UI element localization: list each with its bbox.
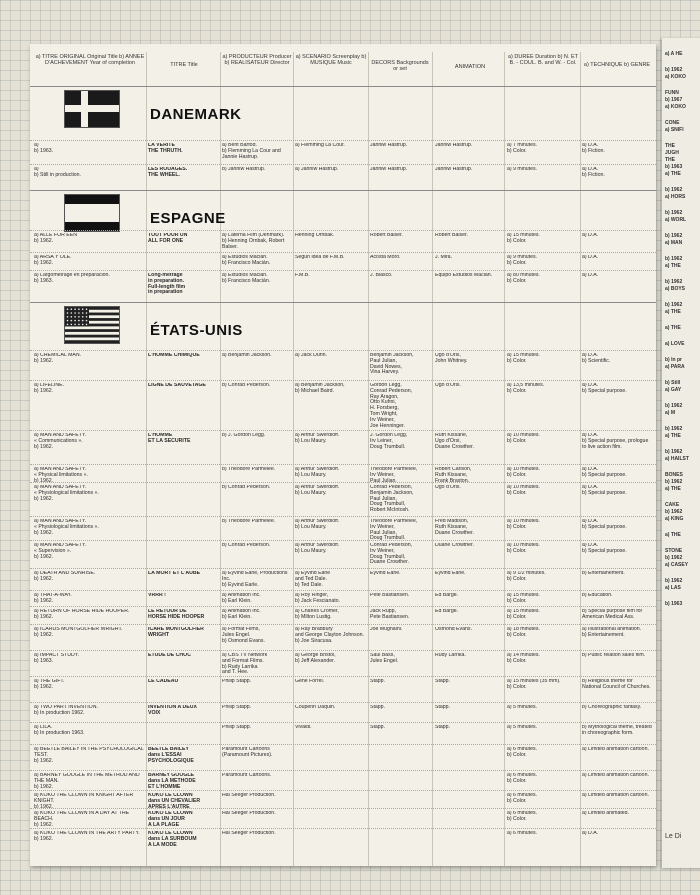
cell-c6: a) 18 minutes. b) Color. bbox=[507, 627, 540, 638]
cell-c6: a) 6 minutes. bbox=[507, 831, 537, 836]
cell-c3: a) Charles Cromer, b) Milton Lustig. bbox=[295, 609, 339, 620]
country-flag bbox=[64, 90, 120, 128]
cell-c3: a) Arthur Swerdloff. b) Lou Maury. bbox=[295, 467, 340, 478]
facing-page-text: b) 1962 bbox=[665, 302, 683, 308]
film-row bbox=[30, 270, 656, 297]
cell-c4: Stapp. bbox=[370, 679, 385, 684]
cell-c3: Gene Forrel. bbox=[295, 679, 325, 684]
cell-c7: a) D.A. bbox=[582, 273, 599, 278]
facing-page-text: a) HAILST bbox=[665, 456, 689, 462]
facing-page-text: b) 1962 bbox=[665, 210, 683, 216]
facing-page-text: a) LOVE bbox=[665, 341, 685, 347]
cell-c0: a) DEATH AND SUNRISE. b) 1962. bbox=[34, 571, 96, 582]
cell-c6: a) 6 minutes. b) Color. bbox=[507, 811, 537, 822]
facing-page-text: a) KING bbox=[665, 516, 684, 522]
cell-c5: Stapp. bbox=[435, 725, 450, 730]
cell-c3: a) Arthur Swerdloff. b) Lou Maury. bbox=[295, 543, 340, 554]
cell-c7: a) D.A. bbox=[582, 831, 599, 836]
cell-c3 bbox=[295, 773, 367, 791]
cell-c1: LA MORT ET L'AUBE bbox=[148, 571, 201, 576]
facing-page-edge bbox=[662, 38, 700, 868]
cell-c2: a) Laterna Film (Denmark). b) Henning Ornbak, Robert Balser. bbox=[222, 233, 285, 250]
cell-c2: Hal Seeger Production. bbox=[222, 811, 276, 816]
cell-c3 bbox=[295, 831, 367, 847]
cell-c0: a) MAN AND SAFETY. « Physical limitations ». b) 1962. bbox=[34, 467, 88, 483]
header-title: TITRE Title bbox=[170, 62, 198, 68]
film-row bbox=[30, 808, 656, 829]
facing-page-text: b) 1962 bbox=[665, 509, 683, 515]
cell-c7: b) Public relation sales film. bbox=[582, 653, 646, 658]
cell-c6: a) 10 minutes. b) Color. bbox=[507, 433, 540, 444]
film-row bbox=[30, 650, 656, 677]
cell-c6: a) 15 minutes (35 mm). b) Color. bbox=[507, 679, 561, 690]
cell-c4: Joe Mugnaini. bbox=[370, 627, 403, 632]
cell-c1: KOKO LE CLOWN dans UN JOUR A LA PLAGE bbox=[148, 811, 193, 828]
cell-c5: Ugo d'Orsi. bbox=[435, 383, 461, 388]
country-name: DANEMARK bbox=[150, 106, 242, 123]
cell-c0: a) KOKO THE CLOWN IN A DAY AT THE BEACH. b) 1962. bbox=[34, 811, 130, 828]
cell-c6: a) 15 minutes. b) Color. bbox=[507, 353, 540, 364]
film-row bbox=[30, 350, 656, 381]
cell-c6: a) 10 minutes. b) Color. bbox=[507, 485, 540, 496]
facing-page-text: b) 1967 bbox=[665, 97, 683, 103]
cell-c0: a) BEETLE BAILEY IN THE PSYCHOLOGICAL TEST. b) 1962. bbox=[34, 747, 144, 764]
header-screenplay: a) SCENARIO Screenplay b) MUSIQUE Music bbox=[295, 54, 367, 66]
cell-c4: Gordon Legg, Conrad Pederson, Ray Aragon, Otto Kuhni, H. Forsberg, Tom Wright, Irv Weiner, Joe Henninger. bbox=[370, 383, 413, 429]
cell-c7: a) Limited animation cartoon. bbox=[582, 747, 649, 752]
cell-c4 bbox=[370, 747, 430, 771]
cell-c7: b) Education. bbox=[582, 593, 613, 598]
cell-c5: Ugo d'Orsi. bbox=[435, 485, 461, 490]
header-animation: ANIMATION bbox=[454, 64, 486, 70]
header-backgrounds: DECORS Backgrounds or set bbox=[371, 60, 429, 72]
cell-c6: a) 5 minutes. bbox=[507, 725, 537, 730]
cell-c0: a) ICARUS MONTGOLFIER WRIGHT. b) 1962. bbox=[34, 627, 123, 638]
film-row bbox=[30, 790, 656, 809]
country-flag bbox=[64, 194, 120, 232]
cell-c7: a) D.A. b) Fiction. bbox=[582, 143, 605, 154]
cell-c2: a) Animation Inc. b) Earl Klein. bbox=[222, 609, 261, 620]
cell-c6: a) 10 minutes. b) Color. bbox=[507, 467, 540, 478]
film-row bbox=[30, 464, 656, 483]
film-row bbox=[30, 430, 656, 465]
cell-c6: a) 6 minutes. b) Color. bbox=[507, 793, 537, 804]
cell-c2: b) Conrad Pederson. bbox=[222, 543, 271, 548]
cell-c5: Ugo d'Orsi, John Whitney. bbox=[435, 353, 468, 364]
facing-page-text: b) 1962 bbox=[665, 403, 683, 409]
cell-c0: a) b) Still in production. bbox=[34, 167, 81, 178]
cell-c1: L'HOMME ET LA SECURITE bbox=[148, 433, 191, 444]
cell-c3: a) Eyvind Earle and Ted Dale. b) Ted Dale. bbox=[295, 571, 331, 588]
cell-c5 bbox=[435, 773, 505, 791]
cell-c4 bbox=[370, 811, 430, 829]
facing-page-text: a) GAY bbox=[665, 387, 682, 393]
cell-c3: a) Arthur Swerdloff. b) Lou Maury. bbox=[295, 433, 340, 444]
facing-page-text: a) M bbox=[665, 410, 675, 416]
cell-c5: Robert Balser. bbox=[435, 233, 468, 238]
cell-c4: Theodore Parmelee, Irv Weiner, Paul Julian. bbox=[370, 467, 418, 483]
cell-c2: b) Conrad Pederson. bbox=[222, 485, 271, 490]
cell-c4: Pete Bastiansen. bbox=[370, 593, 410, 598]
cell-c2: a) Estudios Macián. b) Francisco Macián. bbox=[222, 273, 271, 284]
facing-page-text: a) MAN bbox=[665, 240, 683, 246]
facing-page-text: a) A HE bbox=[665, 51, 683, 57]
cell-c0: a) IMPACT STUDY. b) 1963. bbox=[34, 653, 79, 664]
facing-page-text: b) 1962 bbox=[665, 555, 683, 561]
cell-c1: KOKO LE CLOWN dans UN CHEVALIER APRES L'AUTRE bbox=[148, 793, 201, 809]
cell-c7: b) Choreographic fantasy. bbox=[582, 705, 642, 710]
cell-c5: Janniw Hastrup. bbox=[435, 143, 473, 148]
cell-c4: Acosta Moro. bbox=[370, 255, 401, 260]
film-row bbox=[30, 380, 656, 431]
cell-c0: a) b) 1963. bbox=[34, 143, 54, 154]
film-row bbox=[30, 482, 656, 517]
cell-c6: a) 80 minutes. b) Color. bbox=[507, 273, 540, 284]
cell-c0: a) ALLE FOR EEN b) 1962. bbox=[34, 233, 77, 244]
cell-c1: ETUDE DE CHOC bbox=[148, 653, 191, 658]
facing-page-text: b) 1962 bbox=[665, 578, 683, 584]
cell-c4: Eyvind Earle. bbox=[370, 571, 401, 576]
film-row bbox=[30, 606, 656, 625]
section-rule bbox=[30, 86, 656, 87]
header-original-title: a) TITRE ORIGINAL Original Title b) ANNEE D'ACHEVEMENT Year of completion bbox=[35, 54, 145, 66]
cell-c7: a) D.A. b) Fiction. bbox=[582, 167, 605, 178]
country-name: ESPAGNE bbox=[150, 210, 226, 227]
facing-page-text: THE bbox=[665, 143, 675, 149]
cell-c3: F.M.B. bbox=[295, 273, 310, 278]
cell-c4: Saul Bass, Jules Engel. bbox=[370, 653, 399, 664]
cell-c7: a) Limited animation cartoon. bbox=[582, 793, 649, 798]
cell-c0: a) MAN AND SAFETY. « Communications ». b) 1962. bbox=[34, 433, 87, 450]
cell-c2: Hal Seeger Production. bbox=[222, 793, 276, 798]
cell-c5 bbox=[435, 747, 505, 771]
cell-c5: J. Mira. bbox=[435, 255, 453, 260]
cell-c2: Paramount Cartoons (Paramount Pictures). bbox=[222, 747, 273, 758]
facing-page-text: a) BOYS bbox=[665, 286, 686, 292]
cell-c7: a) Illustrational animation. b) Entertainement. bbox=[582, 627, 642, 638]
cell-c1: Long-métrage in preparation. Full-length film in preparation bbox=[148, 273, 186, 296]
section-rule bbox=[30, 302, 656, 303]
facing-page-text: CAKE bbox=[665, 502, 680, 508]
cell-c0: a) Largometrage en preparacion. b) 1963. bbox=[34, 273, 110, 284]
film-row bbox=[30, 590, 656, 607]
cell-c5: Osmond Evans. bbox=[435, 627, 472, 632]
section-rule bbox=[30, 190, 656, 191]
cell-c0: a) RETURN OF HORSE HIDE HOOPER. b) 1962. bbox=[34, 609, 130, 620]
cell-c2: a) CBS TV Network and Format Films. b) Rudy Larrika and T. Hee. bbox=[222, 653, 268, 676]
cell-c6: a) 13,5 minutes. b) Color. bbox=[507, 383, 545, 394]
cell-c4: Conrad Pederson, Irv Weiner, Doug Trumbull, Duane Crowther. bbox=[370, 543, 413, 566]
cell-c2: a) Estudios Macián. b) Francisco Macián. bbox=[222, 255, 271, 266]
cell-c2: Philip Stapp. bbox=[222, 725, 252, 730]
cell-c3 bbox=[295, 793, 367, 809]
cell-c3: a) Janniw Hastrup. bbox=[295, 167, 339, 172]
cell-c2: a) Bent Barfod. b) Flemming La Cour and Jannie Hastrup. bbox=[222, 143, 281, 160]
cell-c6: a) 5 minutes. bbox=[507, 705, 537, 710]
cell-c3: Couperin Daquin. bbox=[295, 705, 336, 710]
cell-c5: Ed Barge. bbox=[435, 609, 459, 614]
facing-page-text: b) 1962 bbox=[665, 426, 683, 432]
cell-c7: a) Limited animated. bbox=[582, 811, 629, 816]
cell-c3 bbox=[295, 811, 367, 829]
cell-c7: a) D.A. b) Special purpose. bbox=[582, 485, 627, 496]
cell-c1 bbox=[148, 725, 220, 745]
film-row bbox=[30, 516, 656, 541]
header-technique: a) TECHNIQUE b) GENRE bbox=[583, 62, 651, 68]
facing-page-text: a) PARA bbox=[665, 364, 685, 370]
cell-c5: Fred Madison, Ruth Kissane, Duane Crowther. bbox=[435, 519, 474, 536]
cell-c6: a) 14 minutes. b) Color. bbox=[507, 653, 540, 664]
cell-c2: b) Conrad Pederson. bbox=[222, 383, 271, 388]
cell-c4: Jack Rupp, Pete Bastiansen. bbox=[370, 609, 410, 620]
cell-c6: a) 9 minutes. bbox=[507, 167, 537, 172]
cell-c7: b) Entertainement. bbox=[582, 571, 625, 576]
cell-c6: a) 10 minutes. b) Color. bbox=[507, 519, 540, 530]
cell-c1: TOUT POUR UN ALL FOR ONE bbox=[148, 233, 188, 244]
country-flag bbox=[64, 306, 120, 344]
facing-page-text: b) In pr bbox=[665, 357, 682, 363]
cell-c5: Eyvind Earle. bbox=[435, 571, 466, 576]
cell-c6: a) 15 minutes. b) Color. bbox=[507, 233, 540, 244]
facing-page-text: b) 1962 bbox=[665, 449, 683, 455]
catalog-page bbox=[30, 44, 656, 866]
cell-c2: Philip Stapp. bbox=[222, 705, 252, 710]
cell-c2: a) Eyvind Earle, Productions Inc. b) Eyvind Earle. bbox=[222, 571, 288, 588]
film-row bbox=[30, 252, 656, 271]
cell-c0: a) CHEMICAL MAN. b) 1962. bbox=[34, 353, 82, 364]
cell-c7: a) D.A. b) Special purpose, prologue to live action film. bbox=[582, 433, 649, 450]
cell-c5 bbox=[435, 831, 505, 847]
film-row bbox=[30, 624, 656, 651]
cell-c2: b) Theodore Parmelee. bbox=[222, 467, 276, 472]
cell-c6: a) 15 minutes. b) Color. bbox=[507, 593, 540, 604]
cell-c2: b) J. Gordon Legg. bbox=[222, 433, 266, 438]
cell-c1: LIGNE DE SAUVETAGE bbox=[148, 383, 206, 388]
cell-c1: VRRR ! bbox=[148, 593, 166, 598]
facing-page-text: a) THE bbox=[665, 263, 681, 269]
cell-c6: a) 10 minutes. b) Color. bbox=[507, 543, 540, 554]
facing-page-text: b) 1963 bbox=[665, 601, 683, 607]
film-row bbox=[30, 770, 656, 791]
cell-c4: Janniw Hastrup. bbox=[370, 167, 408, 172]
cell-c6: a) 6 minutes. b) Color. bbox=[507, 773, 537, 784]
cell-c6: a) 7 minutes. b) Color. bbox=[507, 143, 537, 154]
cell-c3: a) Flemming La Cour. bbox=[295, 143, 345, 148]
cell-c3: a) Benjamin Jackson, b) Michael Baird. bbox=[295, 383, 345, 394]
facing-page-text: CONE bbox=[665, 120, 680, 126]
facing-page-text: b) 1963 bbox=[665, 164, 683, 170]
cell-c3: Henning Ornbak. bbox=[295, 233, 335, 238]
cell-c1: INVENTION A DEUX VOIX bbox=[148, 705, 197, 716]
film-row bbox=[30, 744, 656, 771]
facing-page-text: BONES bbox=[665, 472, 683, 478]
cell-c4 bbox=[370, 793, 430, 809]
cell-c1: ICARE MONTGOLFIER WRIGHT bbox=[148, 627, 204, 638]
cell-c7: a) D.A. b) Special purpose. bbox=[582, 383, 627, 394]
cell-c1: LES ROUAGES. THE WHEEL. bbox=[148, 167, 188, 178]
cell-c0: a) THAT-A-WAY. b) 1962. bbox=[34, 593, 72, 604]
cell-c5 bbox=[435, 811, 505, 829]
facing-page-text: b) 1962 bbox=[665, 256, 683, 262]
cell-c6: a) 9 minutes. b) Color. bbox=[507, 255, 537, 266]
facing-page-text: THE bbox=[665, 157, 675, 163]
film-row bbox=[30, 828, 656, 847]
film-row bbox=[30, 540, 656, 569]
cell-c0: a) TWO PART INVENTION. b) In production 1962. bbox=[34, 705, 98, 716]
film-row bbox=[30, 164, 656, 187]
cell-c3: a) Arthur Swerdloff. b) Lou Maury. bbox=[295, 519, 340, 530]
header-producer: a) PRODUCTEUR Producer b) REALISATEUR Director bbox=[222, 54, 292, 66]
cell-c0: a) KOKO THE CLOWN IN KNIGHT AFTER KNIGHT. b) 1962. bbox=[34, 793, 134, 809]
header-duration: a) DUREE Duration b) N. ET B. - COUL. B. and W. - Col. bbox=[508, 54, 578, 66]
column-header-row bbox=[30, 52, 656, 87]
cell-c0: a) BARNEY GOOGLE IN THE METHOD AND THE MAN. b) 1962. bbox=[34, 773, 140, 790]
facing-page-text: a) THE bbox=[665, 486, 681, 492]
cell-c2: a) Format Films, Jules Engel. b) Osmond Evans. bbox=[222, 627, 265, 644]
film-row bbox=[30, 230, 656, 253]
cell-c0: a) MAN AND SAFETY. « Physiological limitations ». b) 1962. bbox=[34, 519, 99, 536]
cell-c4: Stapp. bbox=[370, 725, 385, 730]
cell-c2: a) Benjamin Jackson. bbox=[222, 353, 272, 358]
facing-page-text: a) KOKO bbox=[665, 104, 686, 110]
film-row bbox=[30, 702, 656, 723]
cell-c7: b) Special purpose film for American Medical Ass. bbox=[582, 609, 643, 620]
cell-c6: a) 6 minutes. b) Color. bbox=[507, 747, 537, 758]
facing-page-text: a) HORS bbox=[665, 194, 686, 200]
cell-c6: a) 9 1/2 minutes. b) Color. bbox=[507, 571, 546, 582]
cell-c7: a) D.A. b) Special purpose. bbox=[582, 467, 627, 478]
cell-c1: L'HOMME CHIMIQUE bbox=[148, 353, 200, 358]
cell-c4: Stapp. bbox=[370, 705, 385, 710]
facing-page-text: b) 1962 bbox=[665, 187, 683, 193]
cell-c5: Equipo Estudios Macián. bbox=[435, 273, 493, 278]
film-row bbox=[30, 722, 656, 745]
cell-c5: Robert Carlson, Ruth Kissane, Frank Braxton. bbox=[435, 467, 472, 483]
cell-c1: BARNEY GOOGLE dans LA METHODE ET L'HOMME bbox=[148, 773, 196, 790]
facing-page-text: a) CASEY bbox=[665, 562, 689, 568]
cell-c5: Ed Barge. bbox=[435, 593, 459, 598]
cell-c3 bbox=[295, 747, 367, 771]
facing-page-text: STONE bbox=[665, 548, 683, 554]
cell-c4: Conrad Pederson, Benjamin Jackson, Paul Julian, Doug Trumbull, Robert McIntosh. bbox=[370, 485, 414, 514]
facing-page-footer: Le Di bbox=[665, 833, 682, 840]
cell-c4 bbox=[370, 773, 430, 791]
film-row bbox=[30, 676, 656, 703]
cell-c3: Segun idea de F.M.B. bbox=[295, 255, 345, 260]
cell-c2: Paramount Cartoons. bbox=[222, 773, 272, 778]
film-row bbox=[30, 568, 656, 591]
film-row bbox=[30, 140, 656, 165]
cell-c5: Duane Crowther. bbox=[435, 543, 474, 548]
cell-c4: Janniw Hastrup. bbox=[370, 143, 408, 148]
cell-c5: Ruth Kissane, Ugo d'Orsi, Duane Crowther. bbox=[435, 433, 474, 450]
cell-c0: a) LIFELINE. b) 1962. bbox=[34, 383, 64, 394]
cell-c7: a) D.A. b) Scientific. bbox=[582, 353, 611, 364]
cell-c1 bbox=[148, 467, 220, 483]
cell-c3: a) Roy Ringer, b) Jack Fescianato. bbox=[295, 593, 340, 604]
cell-c1: LE RETOUR DE HORSE HIDE HOOPER bbox=[148, 609, 205, 620]
cell-c4: Theodore Parmelee, Irv Weiner, Paul Julian, Doug Trumbull. bbox=[370, 519, 418, 541]
cell-c3: a) Ray Bradbury and George Clayton Johnson. b) Joe Siracusa. bbox=[295, 627, 364, 644]
facing-page-text: JUGH bbox=[665, 150, 679, 156]
cell-c4: J. Gordon Legg, Irv Leiner, Doug Trumbull. bbox=[370, 433, 408, 450]
facing-page-text: a) SNIFI bbox=[665, 127, 684, 133]
cell-c7: a) D.A. bbox=[582, 255, 599, 260]
cell-c3: Vivaldi. bbox=[295, 725, 312, 730]
cell-c0: a) LILA. b) In production 1963. bbox=[34, 725, 85, 736]
cell-c2: b) Theodore Parmelee. bbox=[222, 519, 276, 524]
cell-c3: a) George Bristol, b) Jeff Alexander. bbox=[295, 653, 336, 664]
cell-c3: a) Jack Dunn. bbox=[295, 353, 328, 358]
facing-page-text: a) THE bbox=[665, 433, 681, 439]
facing-page-text: b) 1962 bbox=[665, 233, 683, 239]
cell-c7: a) D.A. b) Special purpose. bbox=[582, 519, 627, 530]
facing-page-text: a) THE bbox=[665, 309, 681, 315]
cell-c0: a) MAN AND SAFETY. « Supervision ». b) 1962. bbox=[34, 543, 87, 560]
cell-c5: Stapp. bbox=[435, 705, 450, 710]
facing-page-text: b) Still bbox=[665, 380, 681, 386]
facing-page-text: a) THE bbox=[665, 325, 681, 331]
cell-c5: Janniw Hastrup. bbox=[435, 167, 473, 172]
cell-c7: b) Religious theme for National Council of Churches. bbox=[582, 679, 651, 690]
cell-c0: a) ARSA Y OLE. b) 1962. bbox=[34, 255, 72, 266]
facing-page-text: b) 1962 bbox=[665, 67, 683, 73]
cell-c1 bbox=[148, 485, 220, 517]
cell-c1 bbox=[148, 519, 220, 541]
cell-c7: a) D.A. bbox=[582, 233, 599, 238]
facing-page-text: b) 1962 bbox=[665, 279, 683, 285]
cell-c5: Rudy Larrika. bbox=[435, 653, 466, 658]
cell-c0: a) THE GIFT. b) 1962. bbox=[34, 679, 65, 690]
cell-c1 bbox=[148, 255, 220, 271]
cell-c1 bbox=[148, 543, 220, 569]
facing-page-text: b) 1962 bbox=[665, 479, 683, 485]
cell-c2: Hal Seeger Production. bbox=[222, 831, 276, 836]
facing-page-text: a) LAS bbox=[665, 585, 681, 591]
facing-page-text: a) WORL bbox=[665, 217, 687, 223]
country-name: ÉTATS-UNIS bbox=[150, 322, 243, 339]
cell-c5: Stapp. bbox=[435, 679, 450, 684]
cell-c7: a) Limited animation cartoon. bbox=[582, 773, 649, 778]
cell-c5 bbox=[435, 793, 505, 809]
facing-page-text: a) THE bbox=[665, 171, 681, 177]
cell-c1: LE CADEAU bbox=[148, 679, 179, 684]
cell-c4: J. Blasco. bbox=[370, 273, 393, 278]
facing-page-text: FUNN bbox=[665, 90, 679, 96]
cell-c4: Benjamin Jackson, Paul Julian, David Nowes, Vina Harvey. bbox=[370, 353, 414, 376]
cell-c1: BEETLE BAILEY dans L'ESSAI PSYCHOLOGIQUE bbox=[148, 747, 194, 764]
cell-c4 bbox=[370, 831, 430, 847]
cell-c7: a) D.A. b) Special purpose. bbox=[582, 543, 627, 554]
cell-c7: b) Mythological theme, treated in choreographic form. bbox=[582, 725, 652, 736]
cell-c3: a) Arthur Swerdloff. b) Lou Maury. bbox=[295, 485, 340, 496]
cell-c1: KOKO LE CLOWN dans LA SURBOUM A LA MODE bbox=[148, 831, 197, 847]
cell-c2: b) Janniw Hastrup. bbox=[222, 167, 266, 172]
cell-c0: a) MAN AND SAFETY. « Physiological limitations ». b) 1962. bbox=[34, 485, 99, 502]
cell-c2: Philip Stapp. bbox=[222, 679, 252, 684]
facing-page-text: a) THE bbox=[665, 532, 681, 538]
cell-c6: a) 15 minutes. b) Color. bbox=[507, 609, 540, 620]
cell-c2: a) Animation Inc. b) Earl Klein. bbox=[222, 593, 261, 604]
cell-c0: a) KOKO THE CLOWN IN THE ARTY PARTY. b) 1962. bbox=[34, 831, 140, 842]
cell-c1: LA VERITE THE THRUTH. bbox=[148, 143, 183, 154]
cell-c4: Robert Balser. bbox=[370, 233, 403, 238]
facing-page-text: a) KOKO bbox=[665, 74, 686, 80]
